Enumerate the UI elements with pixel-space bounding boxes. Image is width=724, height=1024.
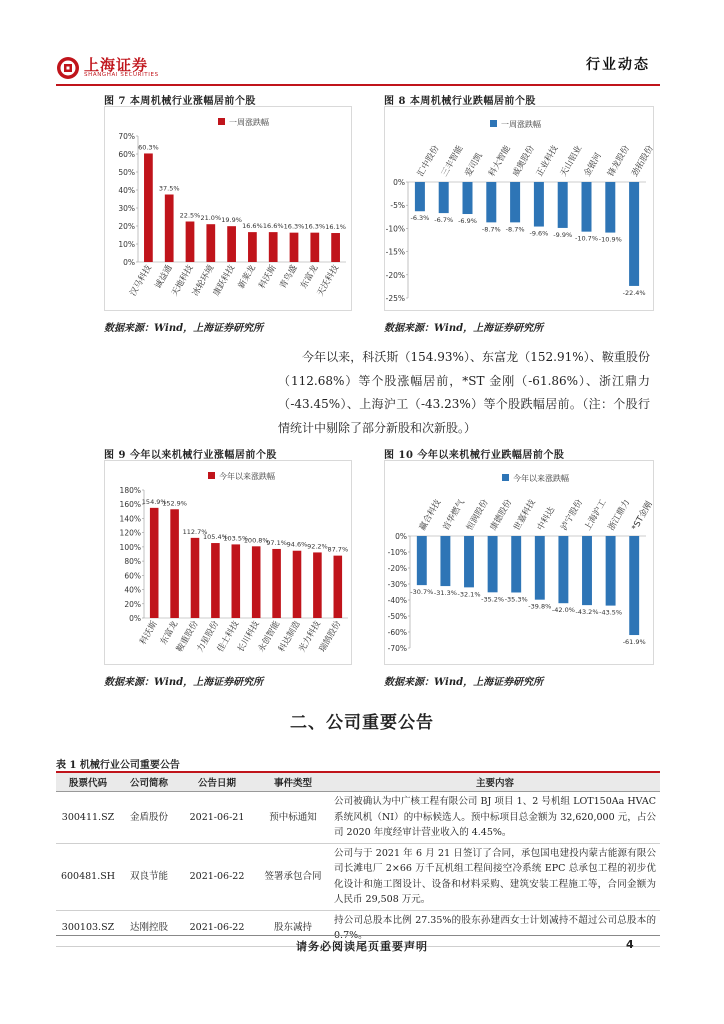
bar-value-label: 16.1%	[325, 223, 346, 232]
bar	[629, 182, 639, 286]
bar-value-label: -22.4%	[622, 288, 646, 297]
y-tick-label: 60%	[124, 571, 141, 581]
bar-value-label: -61.9%	[622, 638, 646, 647]
category-label: 东富龙	[298, 263, 321, 291]
company-name-cell: 双良节能	[120, 843, 178, 910]
legend-label: 今年以来涨跌幅	[219, 472, 275, 481]
category-label: 瑞鹄股份	[317, 619, 344, 654]
category-label: 正业科技	[534, 144, 561, 179]
bar	[272, 549, 281, 618]
legend-swatch	[502, 474, 509, 481]
bar	[535, 536, 545, 600]
legend-swatch	[208, 472, 215, 479]
bar	[331, 233, 340, 262]
bar-value-label: -43.2%	[575, 608, 599, 617]
stock-code-cell: 300103.SZ	[56, 910, 120, 946]
bar-value-label: 87.7%	[327, 545, 349, 554]
header-divider	[56, 84, 660, 86]
bar-value-label: 37.5%	[158, 184, 180, 193]
bar	[310, 233, 319, 262]
category-label: 浙江鼎力	[606, 498, 633, 533]
bar	[629, 536, 639, 635]
bar	[313, 552, 322, 618]
category-label: 新莱龙	[236, 263, 258, 291]
category-label: 中科达	[535, 505, 558, 533]
category-label: 汉马科技	[128, 263, 154, 298]
chart-svg	[104, 460, 352, 665]
event-type-cell: 签署承包合同	[256, 843, 330, 910]
logo-text: 上海证券	[84, 56, 149, 74]
chart-svg	[384, 106, 654, 311]
bar	[170, 509, 179, 618]
bar-value-label: -30.7%	[410, 588, 434, 597]
category-label: 爱司凯	[463, 151, 485, 179]
bar	[558, 182, 568, 228]
bar-value-label: 152.9%	[162, 499, 187, 508]
bar-value-label: -32.1%	[457, 590, 481, 599]
legend-label: 今年以来涨跌幅	[513, 474, 569, 483]
date-cell: 2021-06-22	[178, 843, 256, 910]
bar	[269, 232, 278, 262]
bar	[334, 556, 343, 618]
event-type-cell: 股东减持	[256, 910, 330, 946]
company-logo-icon	[56, 56, 80, 80]
y-tick-label: 70%	[118, 132, 135, 141]
bar-value-label: -43.5%	[599, 608, 623, 617]
bar	[440, 536, 450, 586]
y-tick-label: -10%	[385, 224, 405, 234]
bar-value-label: -9.6%	[529, 229, 549, 238]
category-label: 科沃斯	[138, 619, 160, 647]
figure-9-chart	[104, 460, 352, 665]
figure-8-source: 数据来源：Wind，上海证券研究所	[384, 323, 544, 334]
bar	[605, 182, 615, 233]
bar-value-label: 97.1%	[266, 538, 287, 547]
y-tick-label: 120%	[119, 528, 141, 538]
y-tick-label: 100%	[119, 542, 141, 552]
table-row	[56, 843, 660, 910]
y-tick-label: 20%	[118, 222, 135, 231]
figure-9-source: 数据来源：Wind，上海证券研究所	[104, 677, 264, 688]
figure-7-chart	[104, 106, 352, 311]
category-label: 青鸟盛	[278, 263, 300, 291]
bar-value-label: -9.9%	[553, 230, 573, 239]
category-label: 上海沪工	[582, 498, 609, 533]
figure-8-chart	[384, 106, 654, 311]
body-paragraph: 今年以来，科沃斯（154.93%）、东富龙（152.91%）、鞍重股份（112.68%）等个股涨幅居前，*ST 金刚（-61.86%）、浙江鼎力（-43.45%）、上海沪工（-43.23%）等个股跌幅居前。（注：个股行情统计中剔除了部分新股和次新股。）	[278, 350, 650, 435]
y-tick-label: 40%	[124, 585, 141, 595]
bar	[415, 182, 425, 211]
y-tick-label: 30%	[118, 204, 135, 213]
category-label: 首华燃气	[441, 498, 468, 533]
bar-value-label: -42.0%	[551, 606, 575, 615]
bar-value-label: 60.3%	[138, 143, 159, 152]
header-cell: 事件类型	[256, 772, 330, 792]
bar-value-label: -35.3%	[504, 595, 528, 604]
y-tick-label: 160%	[119, 500, 141, 510]
y-tick-label: -10%	[387, 548, 407, 557]
figure-9-title: 图 9 今年以来机械行业涨幅居前个股	[104, 450, 277, 461]
stock-code-cell: 300411.SZ	[56, 792, 120, 844]
legend-swatch	[218, 118, 225, 125]
bar-value-label: -8.7%	[481, 225, 501, 234]
y-tick-label: 60%	[118, 150, 135, 159]
y-tick-label: 0%	[393, 178, 405, 187]
category-label: 佳士科技	[215, 619, 242, 654]
category-label: 天地科技	[169, 263, 196, 298]
bar	[186, 222, 195, 263]
bar	[511, 536, 521, 592]
page-number: 4	[626, 938, 634, 951]
y-tick-label: -40%	[387, 596, 407, 605]
bar	[293, 551, 302, 618]
y-tick-label: 0%	[123, 258, 135, 267]
bar-value-label: 16.6%	[262, 222, 284, 231]
content-cell: 持公司总股本比例 27.35%的股东孙建西女士计划减持不超过公司总股本的	[330, 910, 660, 946]
y-tick-label: 50%	[118, 168, 135, 177]
legend-label: 一周涨跌幅	[229, 118, 269, 127]
figure-7-source: 数据来源：Wind，上海证券研究所	[104, 323, 264, 334]
bar-value-label: 105.4%	[203, 533, 228, 542]
date-cell: 2021-06-21	[178, 792, 256, 844]
bar-value-label: 92.2%	[307, 542, 328, 551]
y-tick-label: 10%	[118, 240, 135, 249]
bar-value-label: -8.7%	[505, 225, 525, 234]
category-label: 永创智能	[256, 619, 283, 654]
category-label: 科达制造	[276, 619, 303, 654]
bar	[165, 195, 174, 263]
category-label: 金银河	[582, 151, 604, 179]
y-tick-label: 80%	[124, 557, 141, 567]
footer-divider	[56, 935, 660, 936]
bar-value-label: -39.8%	[528, 602, 552, 611]
bar	[191, 538, 200, 618]
announcement-table	[56, 771, 660, 947]
legend-label: 一周涨跌幅	[501, 120, 541, 129]
footer-disclaimer: 请务必阅读尾页重要声明	[296, 940, 428, 953]
category-label: 劲拓股份	[630, 144, 656, 179]
bar	[464, 536, 474, 587]
category-label: 鞍重股份	[174, 619, 201, 654]
chart-svg	[104, 106, 352, 311]
bar-value-label: -6.9%	[458, 217, 477, 226]
y-tick-label: 20%	[124, 599, 141, 609]
category-label: 科大智能	[487, 144, 513, 179]
bar-value-label: -6.3%	[410, 214, 430, 223]
bar-value-label: 94.6%	[286, 540, 308, 549]
y-tick-label: -15%	[385, 247, 405, 257]
y-tick-label: 40%	[118, 186, 135, 195]
y-tick-label: -20%	[385, 270, 405, 280]
y-tick-label: -25%	[385, 294, 405, 303]
category-label: 世嘉科技	[512, 498, 538, 533]
stock-code-cell: 600481.SH	[56, 843, 120, 910]
bar-value-label: 154.9%	[141, 497, 167, 506]
chart-svg	[384, 460, 654, 665]
table-header-row	[56, 772, 660, 792]
bar	[582, 182, 592, 232]
category-label: 赢合科技	[417, 498, 444, 533]
figure-10-source: 数据来源：Wind，上海证券研究所	[384, 677, 544, 688]
bar	[232, 544, 241, 618]
bar	[417, 536, 427, 585]
category-label: 光力科技	[297, 619, 323, 654]
bar	[206, 224, 215, 262]
bar	[534, 182, 544, 227]
logo-subtext: SHANGHAI SECURITIES	[84, 72, 159, 78]
category-label: 诚益通	[153, 263, 175, 291]
y-tick-label: -70%	[387, 644, 407, 653]
category-label: 天沃科技	[315, 263, 342, 298]
company-name-cell: 达刚控股	[120, 910, 178, 946]
bar-value-label: 103.5%	[223, 534, 249, 543]
category-label: *ST金刚	[630, 499, 655, 533]
category-label: 汇中股份	[415, 144, 442, 179]
figure-10-chart	[384, 460, 654, 665]
category-label: 威奥股份	[511, 144, 537, 179]
bar	[488, 536, 498, 592]
company-name-cell: 金盾股份	[120, 792, 178, 844]
y-tick-label: -60%	[387, 628, 407, 637]
bar-value-label: 16.3%	[283, 222, 305, 231]
category-label: 长川科技	[236, 619, 262, 654]
bar	[558, 536, 568, 603]
header-cell: 公告日期	[178, 772, 256, 792]
content-cell: 公司与于 2021 年 6 月 21 日签订了合同，承包国电建投内蒙古能源有限公司长滩电厂 2×66 万千瓦机组工程间接空冷系统 EPC 总承包工程的初步优化设计和施工图设计、设备和材料采购、建筑安装工程施工等，合同金额为人民币 29,508 万元。	[330, 843, 660, 910]
bar-value-label: 112.7%	[182, 527, 208, 536]
figure-8-title: 图 8 本周机械行业跌幅居前个股	[384, 96, 536, 107]
figure-7-title: 图 7 本周机械行业涨幅居前个股	[104, 96, 256, 107]
header-cell: 主要内容	[330, 772, 660, 792]
category-label: 康德股份	[488, 498, 515, 533]
header-cell: 股票代码	[56, 772, 120, 792]
category-label: 科沃斯	[257, 263, 279, 291]
bar	[486, 182, 496, 222]
bar-value-label: 100.8%	[243, 536, 269, 545]
bar-value-label: 16.6%	[242, 222, 263, 231]
bar	[150, 508, 159, 618]
y-tick-label: -5%	[390, 201, 405, 211]
y-tick-label: -20%	[387, 564, 407, 573]
bar-value-label: -31.3%	[433, 589, 457, 598]
bar	[227, 226, 236, 262]
bar-value-label: 21.0%	[200, 214, 222, 223]
bar-value-label: 16.3%	[304, 222, 326, 231]
bar-value-label: -10.7%	[575, 234, 598, 243]
document-type: 行业动态	[586, 57, 650, 73]
page-header	[0, 0, 724, 88]
bar	[439, 182, 449, 213]
y-tick-label: -50%	[387, 612, 407, 621]
section-title: 二、公司重要公告	[290, 713, 434, 733]
y-tick-label: 140%	[119, 514, 141, 524]
bar-value-label: 22.5%	[179, 211, 201, 220]
header-cell: 公司简称	[120, 772, 178, 792]
category-label: 锋龙股份	[606, 144, 632, 179]
bar	[211, 543, 220, 618]
table-row	[56, 792, 660, 844]
bar	[290, 233, 299, 262]
bar	[248, 232, 257, 262]
bar	[606, 536, 616, 606]
category-label: 冰轮环境	[190, 263, 217, 298]
date-cell: 2021-06-22	[178, 910, 256, 946]
category-label: 天山铝业	[558, 144, 585, 179]
bar	[252, 546, 261, 618]
bar	[582, 536, 592, 605]
y-tick-label: 0%	[395, 532, 407, 541]
category-label: 康跃科技	[211, 263, 238, 298]
category-label: 泸宁股份	[559, 498, 586, 533]
content-cell: 公司被确认为中广核工程有限公司 BJ 项目 1、2 号机组 LOT150Aa HVAC 系统风机（NI）的中标候选人。预中标项目总金额为 32,620,000 元，占公司 2020 年度经审计营业收入的 4.45%。	[330, 792, 660, 844]
y-tick-label: 0%	[129, 614, 141, 623]
bar-value-label: -6.7%	[434, 216, 454, 225]
table-title: 表 1 机械行业公司重要公告	[56, 760, 180, 771]
legend-swatch	[490, 120, 497, 127]
bar-value-label: -35.2%	[481, 595, 505, 604]
event-type-cell: 预中标通知	[256, 792, 330, 844]
bar	[463, 182, 473, 214]
figure-10-title: 图 10 今年以来机械行业跌幅居前个股	[384, 450, 565, 461]
bar-value-label: -10.9%	[598, 235, 622, 244]
category-label: 恒润股份	[464, 498, 491, 533]
y-tick-label: 180%	[119, 486, 141, 495]
y-tick-label: -30%	[387, 580, 407, 589]
category-label: 东富龙	[158, 619, 181, 647]
category-label: 力星股份	[195, 619, 221, 654]
bar-value-label: 19.9%	[221, 216, 242, 225]
bar	[144, 153, 153, 262]
bar	[510, 182, 520, 222]
category-label: 三丰智能	[439, 144, 466, 179]
